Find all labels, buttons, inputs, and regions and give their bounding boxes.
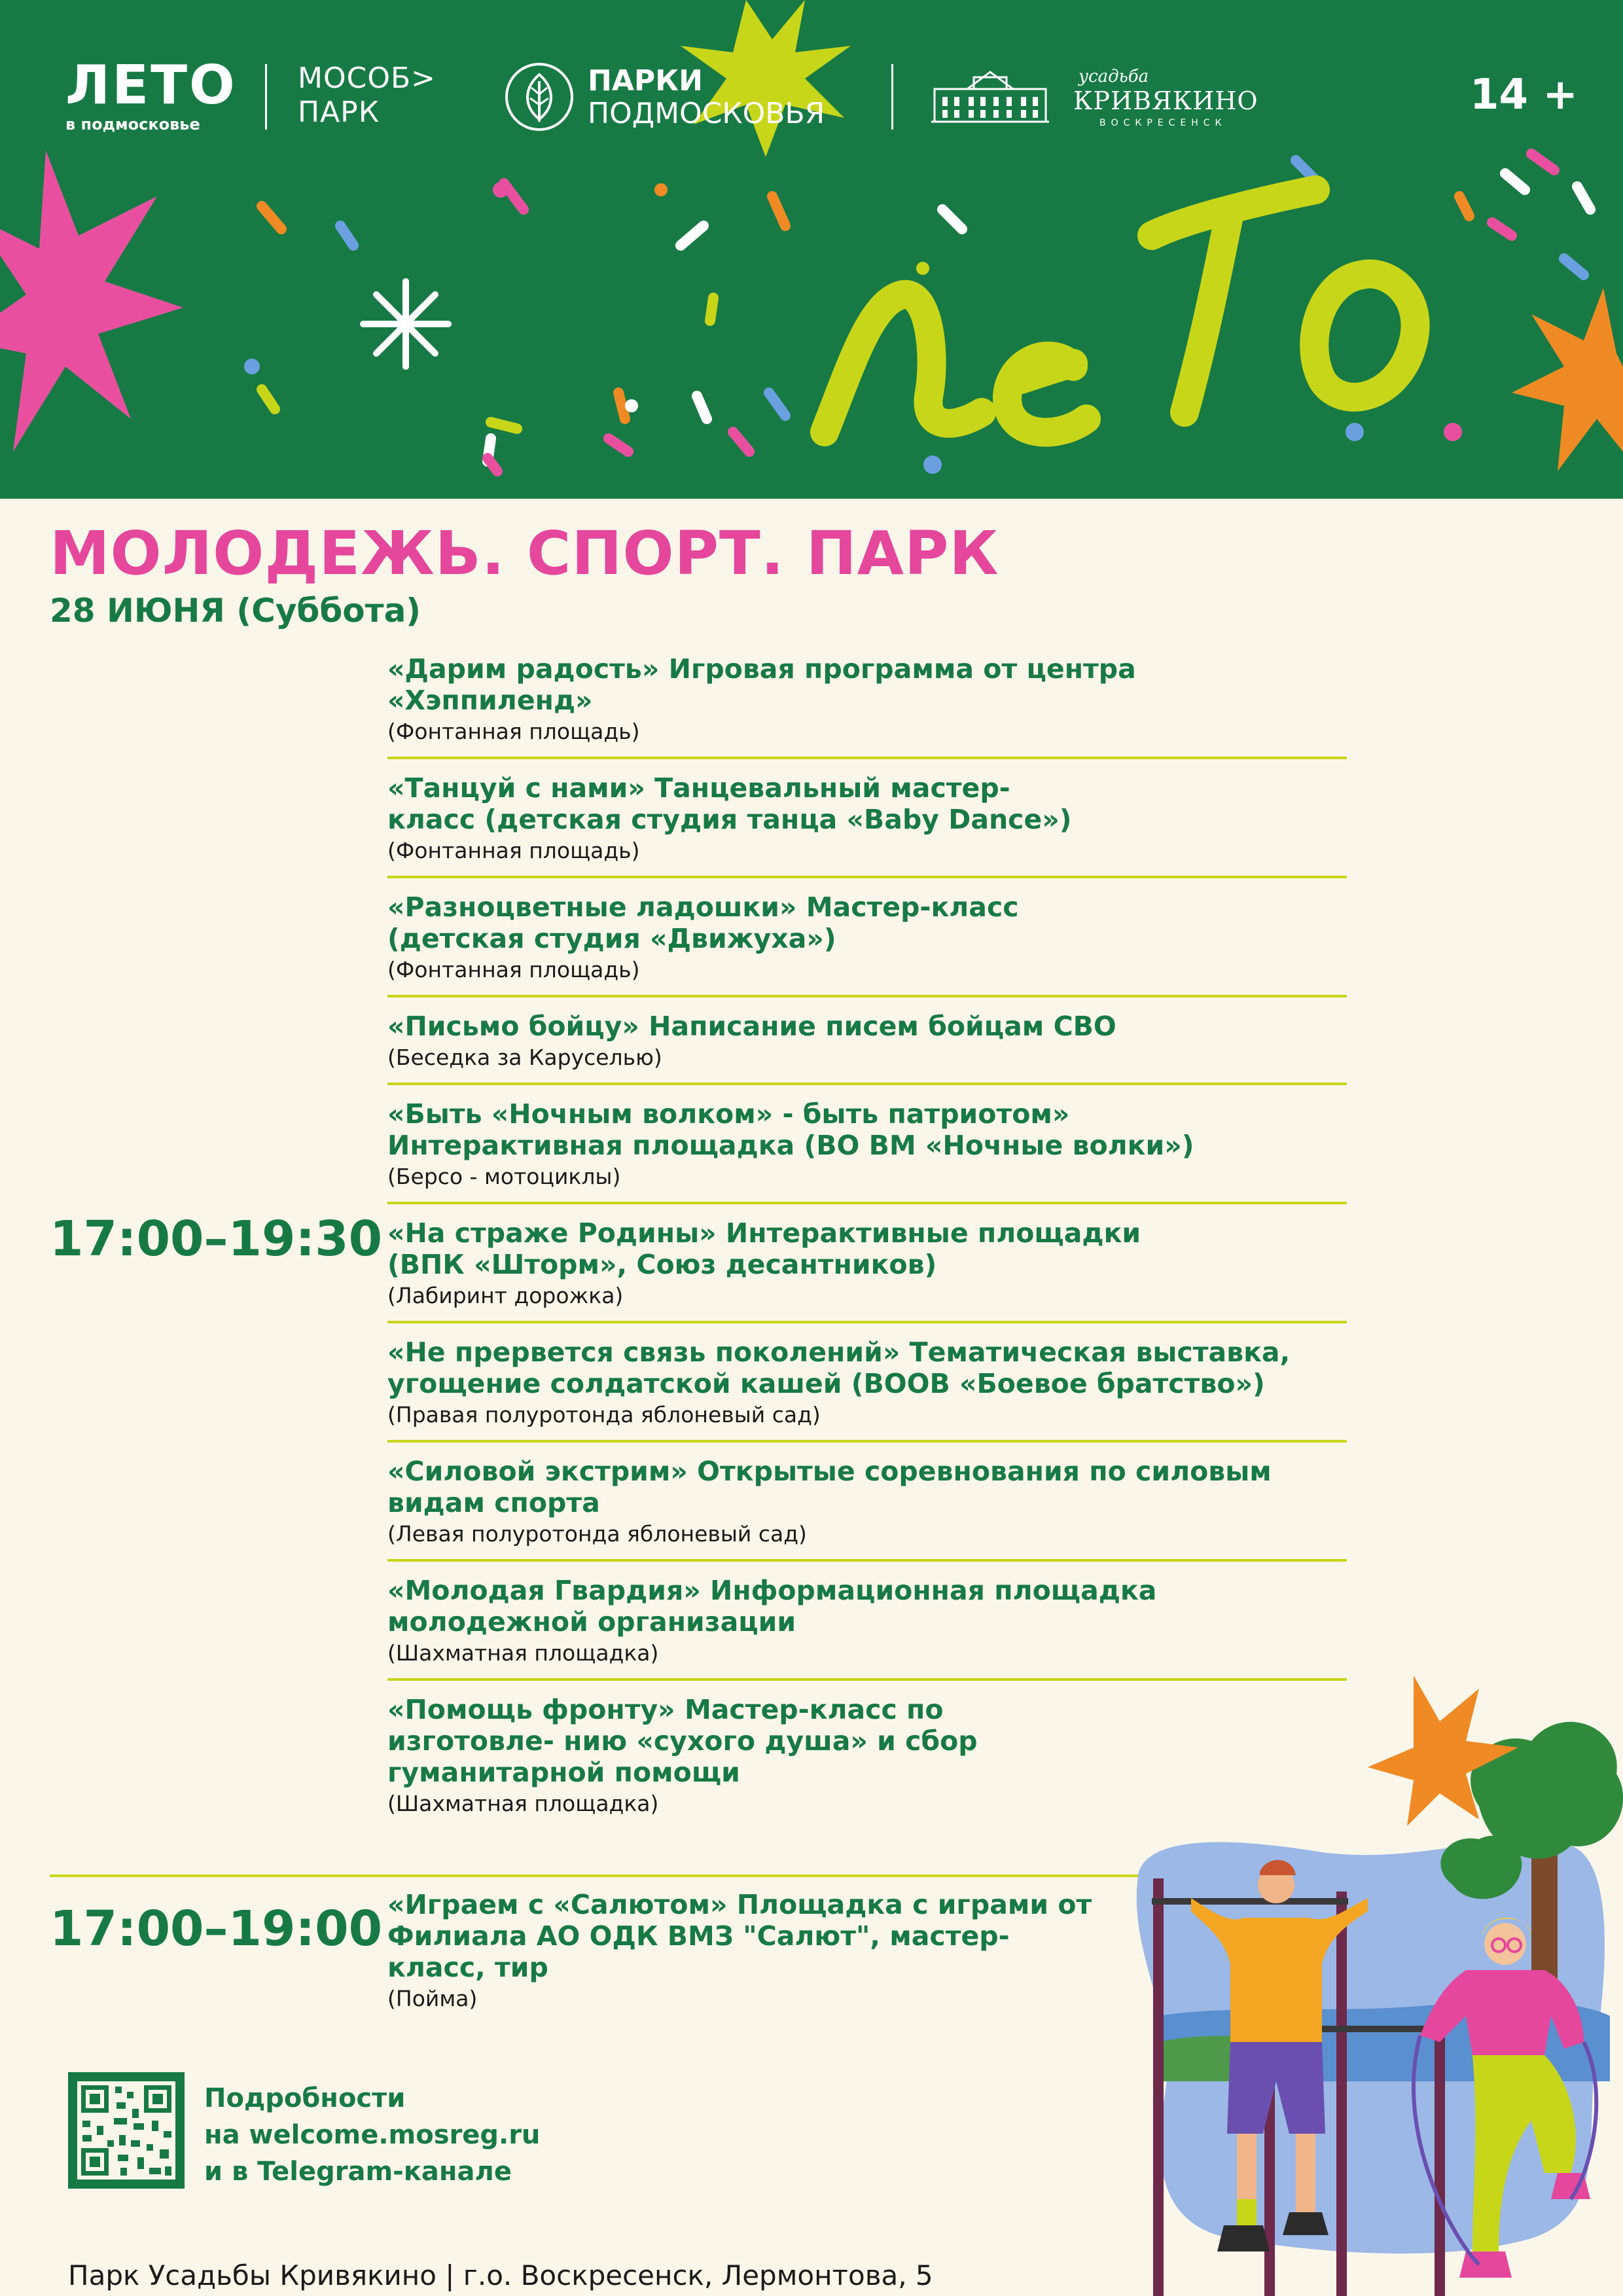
event-item [387,1450,1347,1562]
event-location: (Фонтанная площадь) [387,957,640,982]
event-item [387,1331,1347,1443]
page-title: МОЛОДЕЖЬ. СПОРТ. ПАРК [50,518,999,588]
event-name: «Разноцветные ладошки» Мастер-класс (детская студия «Движуха») [387,891,1019,954]
logo-mosobpark[interactable]: МОСОБ> ПАРК [298,62,437,129]
white-sparkle-icon [363,281,448,367]
sport-illustration [1113,1676,1623,2296]
telegram-link[interactable]: и в Telegram-канале [204,2157,512,2187]
event-location: (Лабиринт дорожка) [387,1283,624,1308]
event-location: (Фонтанная площадь) [387,719,640,744]
event-name: «Письмо бойцу» Написание писем бойцам СВО [387,1011,1116,1042]
event-name: «Помощь фронту» Мастер-класс по изготовле- нию «сухого душа» и сбор гуманитарной помощи [387,1694,978,1788]
event-name: «Не прервется связь поколений» Тематическая выставка, угощение солдатской кашей (ВООВ «Боевое братство») [387,1336,1291,1399]
event-name: «На страже Родины» Интерактивные площадки (ВПК «Шторм», Союз десантников) [387,1217,1141,1280]
event-location: (Левая полуротонда яблоневый сад) [387,1521,807,1547]
website-link[interactable]: на welcome.mosreg.ru [204,2120,541,2150]
event-item [387,1570,1347,1681]
event-name: «Силовой экстрим» Открытые соревнования по силовым видам спорта [387,1456,1272,1518]
event-name: «Танцуй с нами» Танцевальный мастер-класс (детская студия танца «Baby Dance») [387,772,1072,835]
event-name: «Быть «Ночным волком» - быть патриотом» Интерактивная площадка (ВО ВМ «Ночные волки») [387,1098,1194,1161]
time-slot-1: 17:00–19:30 [50,1211,383,1267]
event-location: (Фонтанная площадь) [387,838,640,863]
header-banner: лето ЛЕТО в подмосковье МОСОБ> ПАРК ПАРКИ ПОДМОСКОВЬЯ усадьба КРИВЯКИНО ВОСКРЕСЕНСК 14 + [0,0,1623,499]
event-location: (Берсо - мотоциклы) [387,1164,621,1189]
event-item [387,886,1347,997]
time-slot-2: 17:00–19:00 [50,1901,383,1957]
event-list [387,648,1347,1837]
event-item [387,767,1347,878]
event-location: (Шахматная площадка) [387,1791,659,1816]
event-name: «Дарим радость» Игровая программа от центра «Хэппиленд» [387,653,1136,716]
event-item [387,648,1347,759]
logo-divider [891,64,893,130]
event-name: «Молодая Гвардия» Информационная площадка молодежной организации [387,1575,1157,1638]
qr-code[interactable] [68,2072,185,2189]
event-location: (Беседка за Каруселью) [387,1045,662,1070]
event-name: «Играем с «Салютом» Площадка с играми от Филиала АО ОДК ВМЗ "Салют", мастер-класс, тир [387,1889,1092,1983]
event-date: 28 ИЮНЯ (Суббота) [50,592,421,630]
event-location: (Шахматная площадка) [387,1640,659,1666]
logo-leto[interactable]: ЛЕТО в подмосковье [65,54,237,134]
event-item [387,1212,1347,1323]
event-item [387,1005,1347,1085]
orange-star-icon [1512,288,1623,471]
age-rating-badge: 14 + [1470,71,1578,119]
footer-address: Парк Усадьбы Кривякино | г.о. Воскресенск, Лермонтова, 5 [68,2259,933,2291]
pink-star-icon [0,151,183,452]
leto-lettering-icon [825,190,1416,432]
event-item [387,1889,1107,2013]
event-location: (Правая полуротонда яблоневый сад) [387,1402,821,1427]
event-item [387,1093,1347,1204]
logo-divider [265,64,267,130]
leaf-icon [504,62,575,132]
svg-text:лето: лето [1211,361,1227,368]
more-info-text: Подробности на welcome.mosreg.ru и в Telegram-канале [204,2080,540,2190]
manor-building-icon [928,63,1052,126]
confetti-decoration [0,0,1623,499]
event-location: (Пойма) [387,1986,478,2011]
